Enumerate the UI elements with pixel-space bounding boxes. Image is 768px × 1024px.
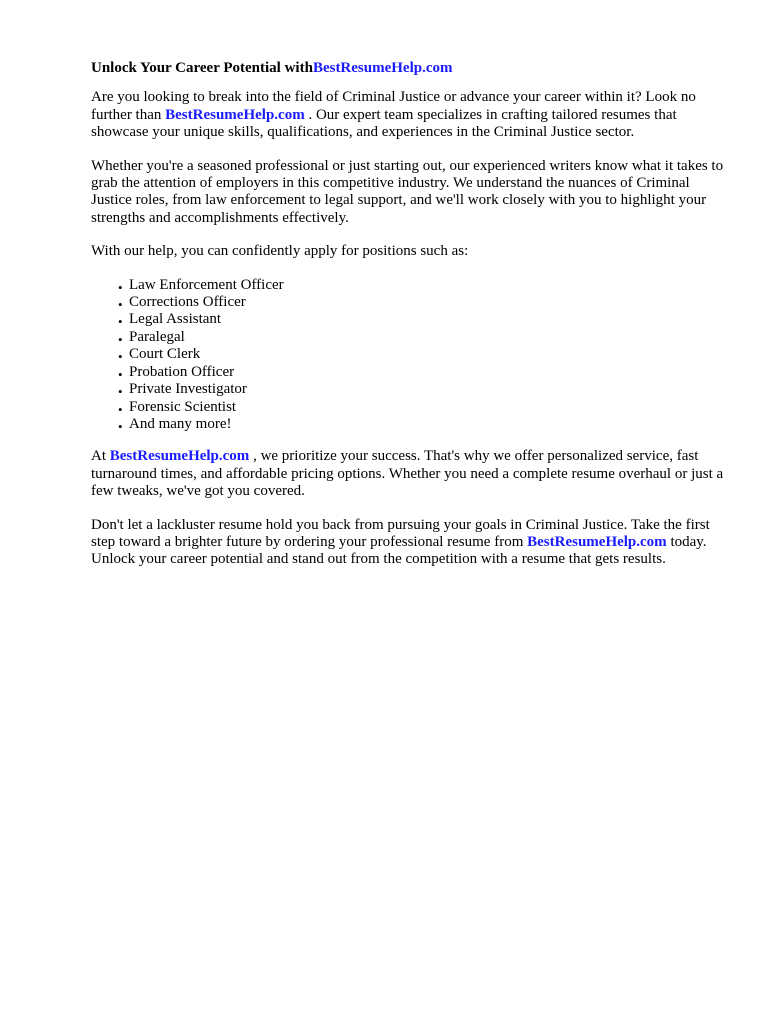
list-item: • Paralegal [118, 329, 731, 346]
list-item: • Probation Officer [118, 364, 731, 381]
service-link[interactable]: BestResumeHelp.com [109, 448, 250, 465]
service-text-after: , we prioritize your success. That's why we offer personalized service, fast turnaround times, and affordable pricing options. Whether you need a complete resume overhaul or just a few tweaks, we've got you covered. [91, 448, 724, 500]
document-page [91, 60, 731, 585]
list-item: • Court Clerk [118, 346, 731, 363]
list-item: • Law Enforcement Officer [118, 277, 731, 294]
list-item: • Corrections Officer [118, 294, 731, 311]
service-paragraph [91, 448, 731, 500]
positions-intro-paragraph: With our help, you can confidently apply for positions such as: [91, 243, 469, 260]
list-item: • Legal Assistant [118, 311, 731, 328]
positions-list [91, 277, 731, 434]
intro-link[interactable]: BestResumeHelp.com [165, 106, 305, 123]
list-item: • Private Investigator [118, 381, 731, 398]
closing-text-before: Don't let a lackluster resume hold you back from pursuing your goals in Criminal Justice. Take the first step toward a brighter future by ordering your professional resume from [91, 516, 710, 550]
closing-text-after: today. Unlock your career potential and stand out from the competition with a resume that gets results. [91, 533, 707, 568]
experience-paragraph: Whether you're a seasoned professional or just starting out, our experienced writers know what it takes to grab the attention of employers in this competitive industry. We understand the nuances of Criminal Justice roles, from law enforcement to legal support, and we'll work closely with you to highlight your strengths and accomplishments effectively. [91, 157, 724, 226]
heading-text: Unlock Your Career Potential with [91, 60, 313, 76]
page-heading [91, 60, 731, 77]
intro-text-after: . Our expert team specializes in crafting tailored resumes that showcase your unique skills, qualifications, and experiences in the Criminal Justice sector. [91, 106, 677, 141]
intro-paragraph [91, 89, 731, 141]
list-item: • And many more! [118, 416, 731, 433]
closing-paragraph [91, 517, 731, 569]
service-text-before: At [91, 448, 110, 465]
heading-link[interactable]: BestResumeHelp.com [312, 60, 453, 76]
closing-link[interactable]: BestResumeHelp.com [527, 533, 667, 550]
intro-text-before: Are you looking to break into the field of Criminal Justice or advance your career within it? Look no further than [91, 89, 696, 123]
list-item: • Forensic Scientist [118, 399, 731, 416]
